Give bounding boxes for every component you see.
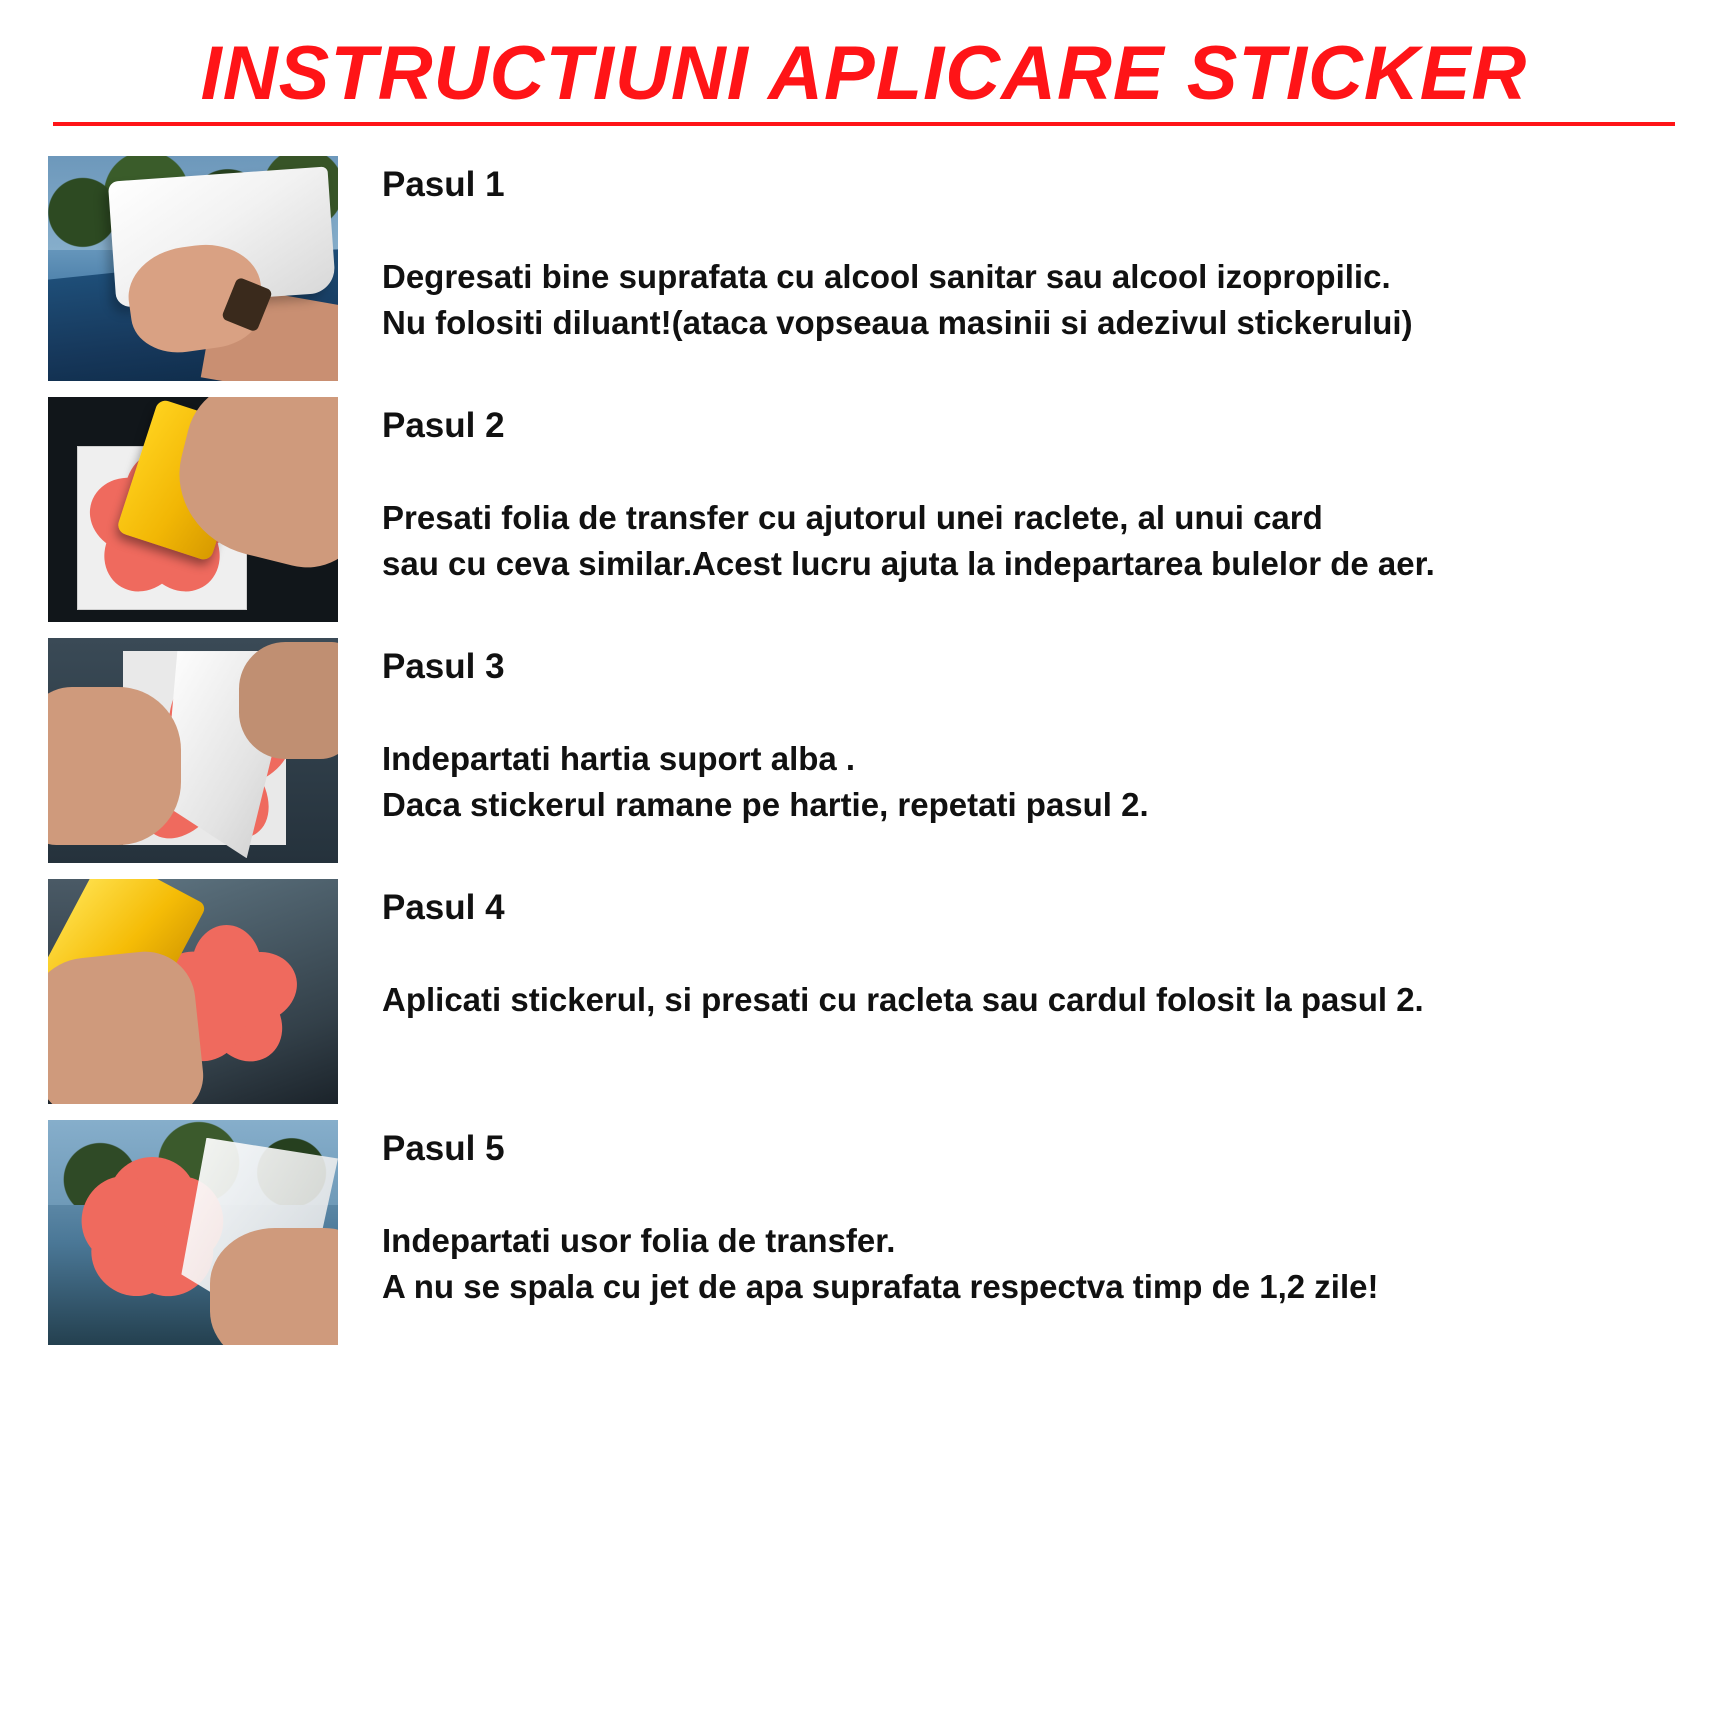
hand-shape [48,947,207,1104]
step-3-body [338,638,1728,828]
step-3-line-2: Daca stickerul ramane pe hartie, repetati pasul 2. [382,785,1149,823]
step-5-line-2: A nu se spala cu jet de apa suprafata respectva timp de 1,2 zile! [382,1267,1379,1305]
step-1-line-2: Nu folositi diluant!(ataca vopseaua masinii si adezivul stickerului) [382,303,1413,341]
step-item [0,1120,1728,1345]
step-3-label: Pasul 3 [382,646,505,686]
step-1-line-1: Degresati bine suprafata cu alcool sanitar sau alcool izopropilic. [382,258,1391,296]
step-item [0,638,1728,863]
title-underline [53,122,1675,126]
step-item [0,397,1728,622]
step-2-image [48,397,338,622]
hand-shape [239,642,338,759]
step-item [0,879,1728,1104]
step-2-text [382,495,1728,586]
step-5-line-1: Indepartati usor folia de transfer. [382,1222,896,1260]
hand-shape [48,687,181,845]
step-2-body [338,397,1728,587]
steps-list [0,156,1728,1345]
step-1-body [338,156,1728,346]
step-1-text [382,254,1728,345]
step-2-label: Pasul 2 [382,405,505,445]
step-4-label: Pasul 4 [382,887,505,927]
step-3-text [382,736,1728,827]
step-1-label: Pasul 1 [382,164,505,204]
page-title: INSTRUCTIUNI APLICARE STICKER [200,31,1528,116]
step-2-line-2: sau cu ceva similar.Acest lucru ajuta la indepartarea bulelor de aer. [382,544,1435,582]
step-1-image [48,156,338,381]
step-5-text [382,1218,1728,1309]
step-4-body [338,879,1728,1023]
step-2-line-1: Presati folia de transfer cu ajutorul unei raclete, al unui card [382,499,1323,537]
step-4-text [382,977,1728,1023]
hand-shape [210,1228,338,1345]
page-title-container [0,0,1728,126]
step-5-label: Pasul 5 [382,1128,505,1168]
step-3-image [48,638,338,863]
step-4-line-1: Aplicati stickerul, si presati cu racleta sau cardul folosit la pasul 2. [382,981,1424,1019]
step-5-image [48,1120,338,1345]
step-item [0,156,1728,381]
step-5-body [338,1120,1728,1310]
step-4-image [48,879,338,1104]
step-3-line-1: Indepartati hartia suport alba . [382,740,856,778]
